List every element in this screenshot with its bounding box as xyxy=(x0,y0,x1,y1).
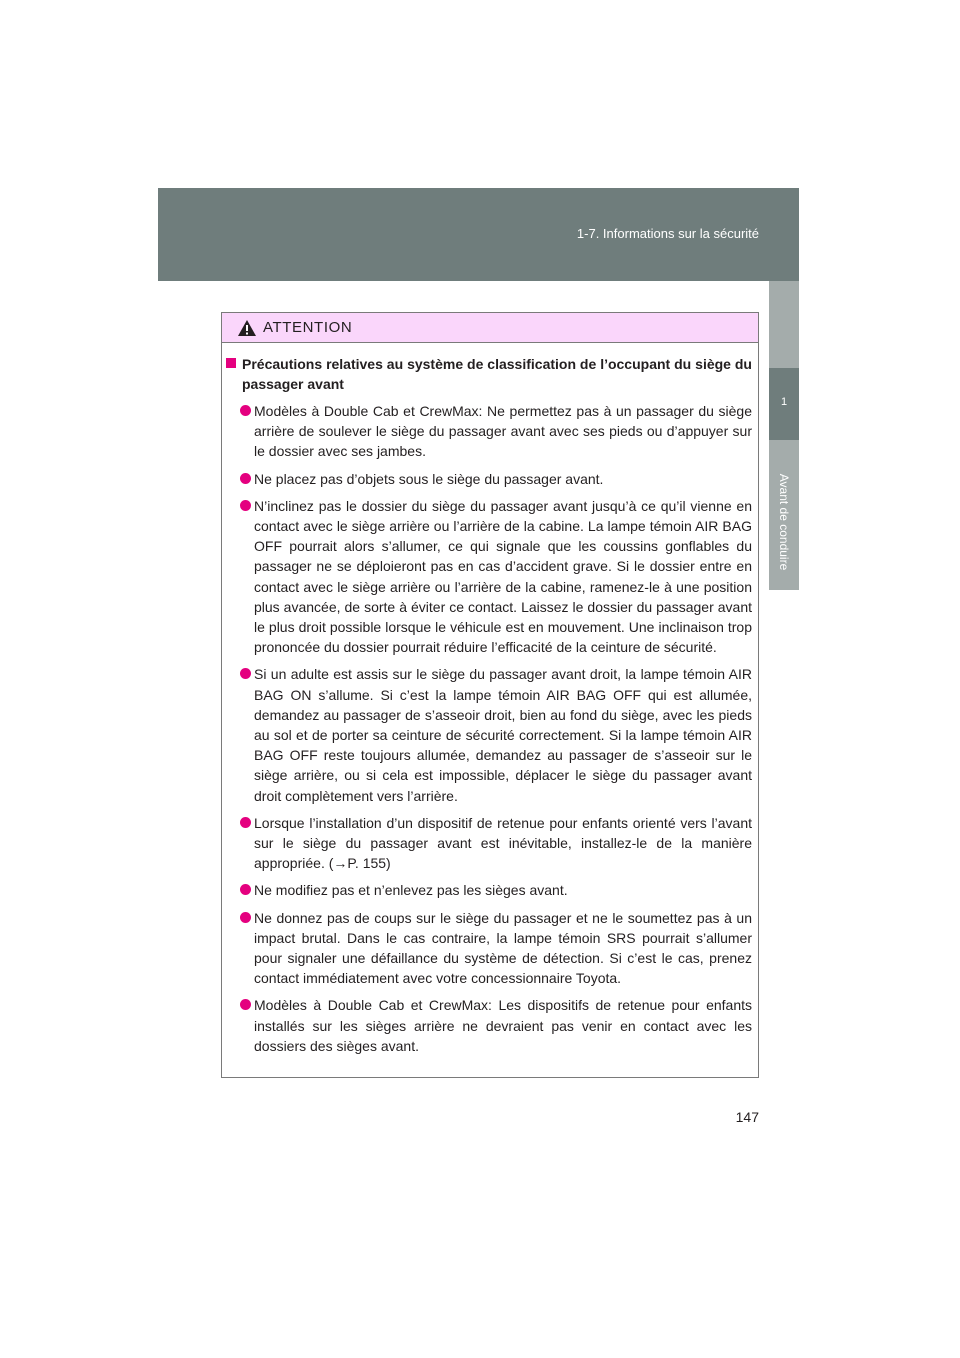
round-bullet-icon xyxy=(240,405,251,416)
warning-body xyxy=(222,343,758,1056)
round-bullet-icon xyxy=(240,817,251,828)
warning-item xyxy=(226,664,752,805)
warning-item xyxy=(226,496,752,658)
round-bullet-icon xyxy=(240,912,251,923)
round-bullet-icon xyxy=(240,473,251,484)
warning-header xyxy=(222,313,758,343)
warning-box xyxy=(221,312,759,1078)
round-bullet-icon xyxy=(240,999,251,1010)
warning-item-text: Ne donnez pas de coups sur le siège du passager et ne le soumettez pas à un impact brutal. Dans le cas contraire, la lampe témoin SRS pourrait s’allumer pour signaler une défaillance du système de détection. Si c’est le cas, prenez contact immédiatement avec votre concessionnaire Toyota. xyxy=(254,909,752,987)
warning-section-heading-text: Précautions relatives au système de classification de l’occupant du siège du passager avant xyxy=(242,356,752,392)
warning-item-text: Modèles à Double Cab et CrewMax: Les dispositifs de retenue pour enfants installés sur les sièges arrière ne devraient pas venir en contact avec les dossiers des sièges avant. xyxy=(254,997,752,1054)
warning-section-heading xyxy=(226,354,752,394)
round-bullet-icon xyxy=(240,884,251,895)
warning-triangle-icon xyxy=(237,319,257,337)
warning-item-text: Lorsque l’installation d’un dispositif de retenue pour enfants orienté vers l’avant sur le siège du passager avant est inévitable, installez-le de la manière appropriée. (→P. 155) xyxy=(254,814,752,872)
warning-item-text: Modèles à Double Cab et CrewMax: Ne permettez pas à un passager du siège arrière de soulever le siège du passager avant avec ses pieds ou d’appuyer sur le dossier avec ses jambes. xyxy=(254,403,752,460)
warning-item xyxy=(226,995,752,1056)
section-header-band xyxy=(158,188,799,281)
round-bullet-icon xyxy=(240,500,251,511)
warning-item-text: Si un adulte est assis sur le siège du passager avant droit, la lampe témoin AIR BAG ON s’allume. Si c’est la lampe témoin AIR BAG OFF qui est allumée, demandez au passager de s’asseoir droit, bien au fond du siège, avec les pieds au sol et de porter sa ceinture de sécurité correctement. Si la lampe témoin AIR BAG OFF reste toujours allumée, demandez au passager de s’asseoir sur le siège arrière, ou si cela est impossible, déplacer le siège du passager avant droit complètement vers l’arrière. xyxy=(254,666,752,804)
round-bullet-icon xyxy=(240,668,251,679)
chapter-number: 1 xyxy=(780,396,788,408)
warning-item-text: N’inclinez pas le dossier du siège du passager avant jusqu’à ce qu’il vienne en contact avec le siège arrière ou l’arrière de la cabine. La lampe témoin AIR BAG OFF pourrait alors s’allumer, ce qui signale que les coussins gonflables du passager ne se déploieront pas en cas d’accident grave. Si le dossier entre en contact avec le siège arrière ou l’arrière de la cabine, ramenez-le à une position plus avancée, de sorte à éviter ce contact. Laissez le dossier du passager avant le plus droit possible lorsque le véhicule est en mouvement. Une inclinaison trop prononcée du dossier pourrait réduire l’efficacité de la ceinture de sécurité. xyxy=(254,497,752,656)
warning-item xyxy=(226,813,752,874)
page-number: 147 xyxy=(735,1109,759,1125)
square-bullet-icon xyxy=(226,358,236,368)
warning-title: ATTENTION xyxy=(263,319,353,336)
chapter-label: Avant de conduire xyxy=(777,473,791,571)
warning-item xyxy=(226,401,752,462)
warning-item xyxy=(226,880,752,900)
warning-item xyxy=(226,908,752,989)
section-title: 1-7. Informations sur la sécurité xyxy=(576,226,759,241)
warning-item xyxy=(226,469,752,489)
warning-item-text: Ne modifiez pas et n’enlevez pas les sièges avant. xyxy=(254,882,568,899)
warning-item-text: Ne placez pas d’objets sous le siège du passager avant. xyxy=(254,470,604,487)
